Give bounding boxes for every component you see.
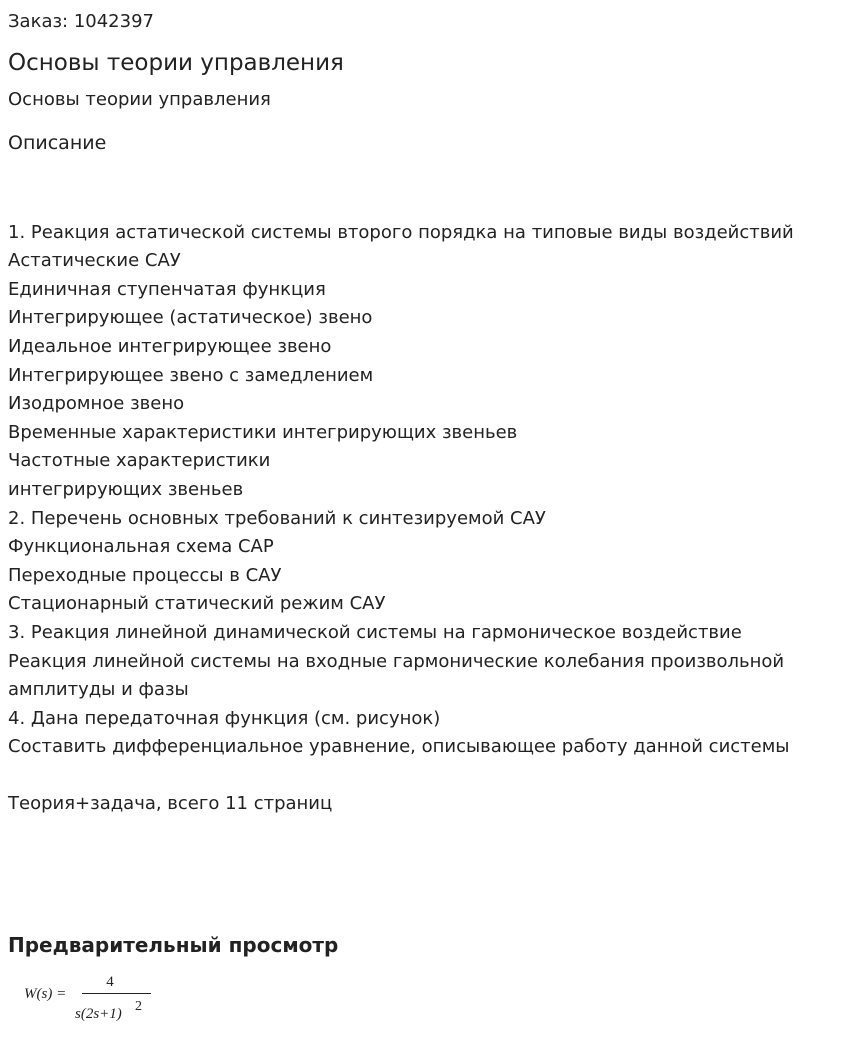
description-line: интегрирующих звеньев: [8, 478, 244, 500]
description-line: Составить дифференциальное уравнение, описывающее работу данной системы: [8, 736, 790, 758]
description-line: Идеальное интегрирующее звено: [8, 335, 332, 357]
order-number: Заказ: 1042397: [8, 11, 154, 32]
description-line: Временные характеристики интегрирующих звеньев: [8, 421, 518, 443]
description-line: Теория+задача, всего 11 страниц: [8, 793, 333, 815]
formula-exponent: 2: [135, 999, 142, 1014]
preview-heading: Предварительный просмотр: [8, 933, 339, 957]
formula-svg: [24, 970, 174, 1028]
description-line: [8, 190, 843, 219]
page-title: Основы теории управления: [8, 50, 344, 76]
formula-denominator: s(2s+1): [75, 1006, 122, 1022]
description-line: Стационарный статический режим САУ: [8, 593, 386, 615]
description-heading: Описание: [8, 132, 107, 154]
page-subtitle: Основы теории управления: [8, 89, 271, 110]
description-line: Частотные характеристики: [8, 450, 271, 472]
description-line: [8, 762, 843, 791]
description-line: Переходные процессы в САУ: [8, 564, 282, 586]
description-line: 3. Реакция линейной динамической системы на гармоническое воздействие: [8, 621, 742, 643]
description-line: Интегрирующее (астатическое) звено: [8, 307, 373, 329]
description-line: Единичная ступенчатая функция: [8, 278, 326, 300]
description-line: 1. Реакция астатической системы второго порядка на типовые виды воздействий: [8, 221, 794, 243]
description-line: амплитуды и фазы: [8, 679, 189, 701]
description-line: Астатические САУ: [8, 250, 181, 272]
description-line: Функциональная схема САР: [8, 536, 274, 558]
description-line: Реакция линейной системы на входные гармонические колебания произвольной: [8, 650, 785, 672]
description-body: [8, 190, 843, 819]
description-line: 4. Дана передаточная функция (см. рисунок): [8, 707, 441, 729]
description-line: 2. Перечень основных требований к синтезируемой САУ: [8, 507, 546, 529]
transfer-function-formula: [24, 970, 174, 1028]
description-line: Изодромное звено: [8, 393, 185, 415]
formula-numerator: 4: [106, 974, 114, 990]
description-line: Интегрирующее звено с замедлением: [8, 364, 374, 386]
formula-lhs: W(s) =: [24, 986, 67, 1002]
